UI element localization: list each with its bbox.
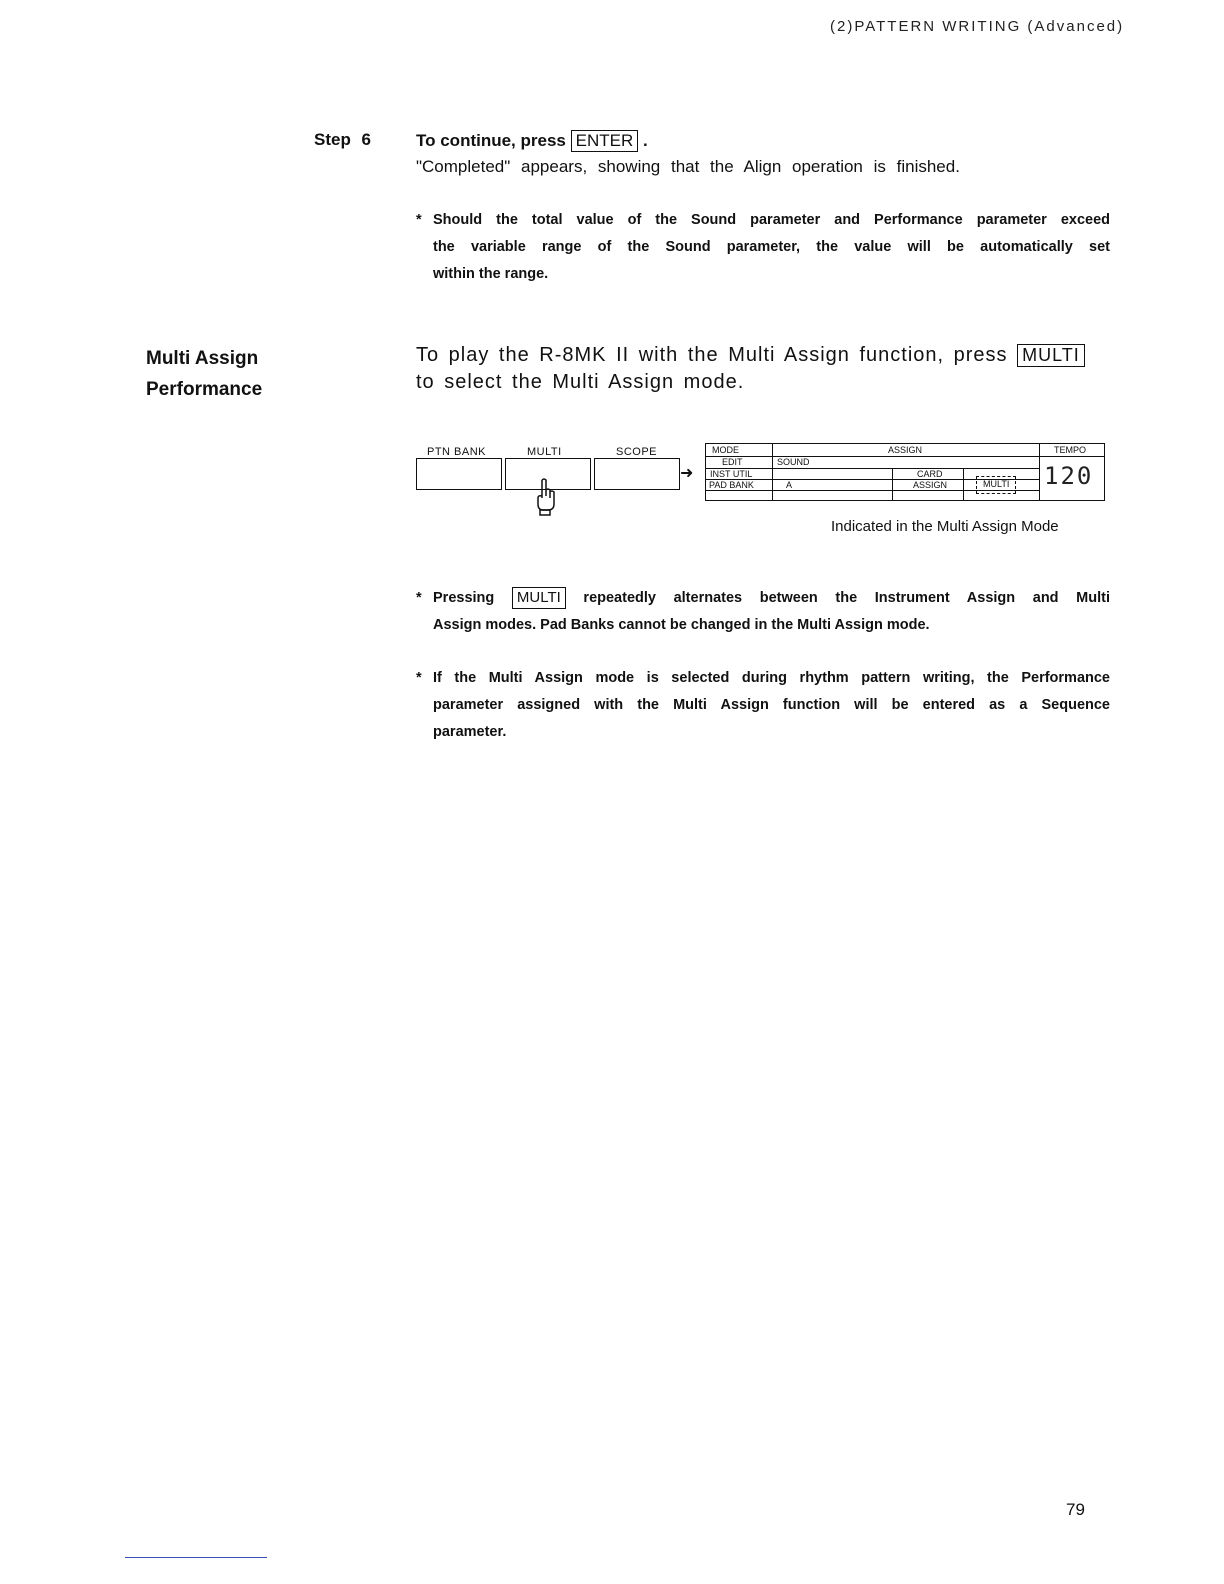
pointing-hand-icon — [534, 478, 556, 516]
step-instruction-period: . — [642, 131, 648, 150]
multi-key: MULTI — [1017, 344, 1085, 367]
section-title — [146, 343, 262, 405]
lcd-display — [705, 443, 1105, 501]
intro-text-line2: to select the Multi Assign mode. — [416, 371, 745, 393]
note-text: repeatedly alternates between the Instrument Assign and Multi — [583, 590, 1110, 606]
enter-key: ENTER — [571, 130, 639, 152]
section-intro — [416, 342, 1116, 396]
step-label: Step 6 — [314, 130, 372, 149]
ptn-bank-label: PTN BANK — [427, 446, 487, 458]
lcd-tempo-value: 120 — [1044, 462, 1094, 490]
running-header: (2)PATTERN WRITING (Advanced) — [830, 18, 1125, 35]
note-line: parameter. — [433, 724, 507, 740]
scope-label: SCOPE — [616, 446, 658, 458]
note-line: parameter assigned with the Multi Assign function will be entered as a Sequence — [433, 697, 1110, 713]
figure-caption: Indicated in the Multi Assign Mode — [831, 518, 1059, 535]
arrow-right-icon: ➜ — [680, 465, 694, 482]
lcd-pad-bank-value: A — [786, 480, 793, 490]
step-result-text: "Completed" appears, showing that the Align operation is finished. — [416, 157, 960, 176]
note-line: If the Multi Assign mode is selected during rhythm pattern writing, the Performance — [433, 670, 1110, 686]
lcd-edit: EDIT — [722, 457, 743, 467]
sequence-note — [416, 665, 1110, 746]
step6-note — [416, 207, 1110, 288]
lcd-assign-small: ASSIGN — [913, 480, 948, 490]
section-title-line: Multi Assign — [146, 348, 259, 369]
note-text: Pressing — [433, 590, 495, 606]
note-line: the variable range of the Sound parameter, the value will be automatically set — [433, 239, 1110, 255]
footer-rule — [125, 1557, 267, 1558]
intro-text: To play the R-8MK II with the Multi Assign function, press — [416, 344, 1008, 366]
lcd-card: CARD — [917, 469, 943, 479]
lcd-pad-bank: PAD BANK — [709, 480, 754, 490]
step-instruction — [416, 130, 648, 152]
lcd-multi-indicator: MULTI — [976, 476, 1016, 494]
note-line: within the range. — [433, 266, 549, 282]
note-asterisk: * — [416, 212, 422, 228]
lcd-tempo-label: TEMPO — [1054, 445, 1087, 455]
ptn-bank-button — [416, 458, 502, 490]
lcd-sound: SOUND — [777, 457, 810, 467]
note-asterisk: * — [416, 670, 422, 686]
multi-note — [416, 585, 1110, 639]
lcd-mode: MODE — [712, 445, 739, 455]
lcd-assign: ASSIGN — [888, 445, 923, 455]
multi-key-inline: MULTI — [512, 587, 566, 609]
step-instruction-text: To continue, press — [416, 131, 566, 150]
note-line: Should the total value of the Sound parameter and Performance parameter exceed — [433, 212, 1110, 228]
multi-label: MULTI — [527, 446, 562, 458]
lcd-inst-util: INST UTIL — [710, 469, 753, 479]
page-number: 79 — [1066, 1500, 1085, 1519]
note-line: Assign modes. Pad Banks cannot be changed in the Multi Assign mode. — [433, 617, 930, 633]
section-title-line: Performance — [146, 379, 263, 400]
note-asterisk: * — [416, 590, 422, 606]
scope-button — [594, 458, 680, 490]
